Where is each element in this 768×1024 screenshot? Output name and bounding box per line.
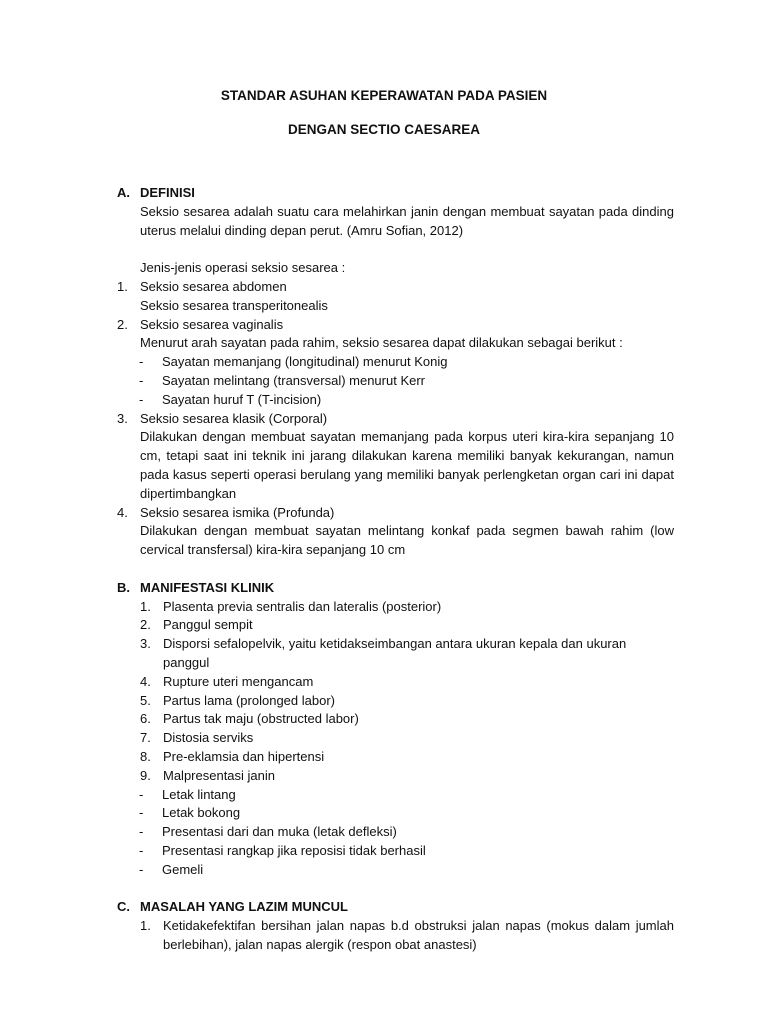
list-item-detail: Dilakukan dengan membuat sayatan melintang konkaf pada segmen bawah rahim (low cervical transfersal) kira-kira sepanjang 10 cm [140,523,674,558]
sub-list-item: - Letak bokong [139,805,241,821]
section-title: MANIFESTASI KLINIK [140,579,275,595]
list-item-detail: Menurut arah sayatan pada rahim, seksio sesarea dapat dilakukan sebagai berikut : [140,335,623,351]
section-letter: A. [117,185,130,200]
list-item: 1. Ketidakefektifan bersihan jalan napas b.d obstruksi jalan napas (mokus dalam jumlah berlebihan), jalan napas alergik (respon obat anastesi) [140,918,674,952]
section-title: MASALAH YANG LAZIM MUNCUL [140,899,348,915]
sub-list-item: - Letak lintang [139,786,236,802]
sub-list-item: - Presentasi rangkap jika reposisi tidak berhasil [139,842,426,858]
sub-list-item: - Sayatan memanjang (longitudinal) menurut Konig [139,354,448,370]
list-item: 4. Rupture uteri mengancam [140,673,314,689]
list-item: 6. Partus tak maju (obstructed labor) [140,711,359,727]
document-body [117,184,674,955]
sub-list-item: - Sayatan huruf T (T-incision) [139,391,322,407]
section-a-heading [117,184,674,203]
list-item-label: Seksio sesarea ismika (Profunda) [140,504,335,520]
sub-list-item: - Gemeli [139,861,204,877]
sub-list-item: - Sayatan melintang (transversal) menurut Kerr [139,372,426,388]
list-item: 2. Panggul sempit [140,617,253,633]
list-item: 1. Plasenta previa sentralis dan lateralis (posterior) [140,598,442,614]
document-title-line-2: DENGAN SECTIO CAESAREA [287,122,481,137]
list-item: 2. Seksio sesarea vaginalis Menurut arah sayatan pada rahim, seksio sesarea dapat dilakukan sebagai berikut : [117,316,674,354]
list-item-detail: Dilakukan dengan membuat sayatan memanjang pada korpus uteri kira-kira sepanjang 10 cm, tetapi saat ini teknik ini jarang dilakukan karena memiliki banyak kekurangan, namun pada kasus seperti operasi berulang yang memiliki banyak perlengketan organ cari ini dapat dipertimbangkan [140,429,674,501]
types-intro: Jenis-jenis operasi seksio sesarea : [140,260,346,276]
list-item: 3. Disporsi sefalopelvik, yaitu ketidakseimbangan antara ukuran kepala dan ukuran panggul [140,636,627,670]
document-title-line-1: STANDAR ASUHAN KEPERAWATAN PADA PASIEN [220,88,548,103]
list-item: 5. Partus lama (prolonged labor) [140,692,335,708]
list-item-label: Seksio sesarea klasik (Corporal) [140,410,328,426]
sub-list-item: - Presentasi dari dan muka (letak defleksi) [139,824,397,840]
definition-paragraph: Seksio sesarea adalah suatu cara melahirkan janin dengan membuat sayatan pada dinding uterus melalui dinding depan perut. (Amru Sofian, 2012) [140,203,674,238]
section-letter: B. [117,579,130,595]
list-item-detail: Seksio sesarea transperitonealis [140,297,328,313]
list-item-label: Seksio sesarea vaginalis [140,316,284,332]
list-item-label: Seksio sesarea abdomen [140,278,287,294]
list-item: 3. Seksio sesarea klasik (Corporal) Dilakukan dengan membuat sayatan memanjang pada korpus uteri kira-kira sepanjang 10 cm, tetapi saat ini teknik ini jarang dilakukan karena memiliki banyak kekurangan, namun pada kasus seperti operasi berulang yang memiliki banyak perlengketan organ cari ini dapat dipertimbangkan [117,410,674,504]
list-item: 7. Distosia serviks [140,730,254,746]
list-item: 4. Seksio sesarea ismika (Profunda) Dilakukan dengan membuat sayatan melintang konkaf pada segmen bawah rahim (low cervical transfersal) kira-kira sepanjang 10 cm [117,504,674,560]
section-title: DEFINISI [140,185,195,200]
list-item: 9. Malpresentasi janin [140,767,276,783]
section-c-heading [117,898,674,917]
section-b-heading [117,579,674,598]
list-item: 8. Pre-eklamsia dan hipertensi [140,748,325,764]
section-letter: C. [117,899,130,915]
list-item: 1. Seksio sesarea abdomen Seksio sesarea transperitonealis [117,278,674,316]
